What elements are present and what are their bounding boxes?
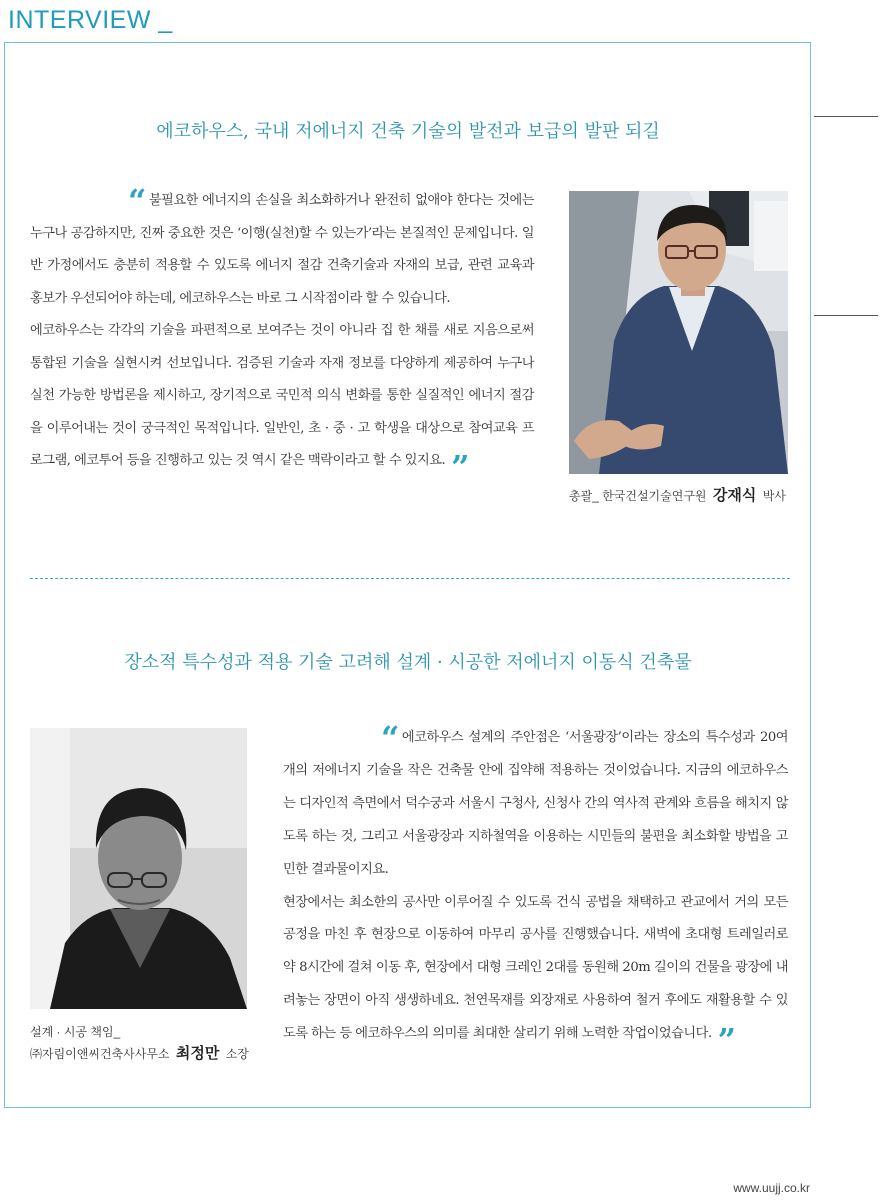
footer-url: www.uujj.co.kr (733, 1181, 810, 1195)
side-rule-top (814, 116, 878, 117)
interviewee2-caption (30, 1022, 249, 1065)
interviewee1-photo (569, 191, 788, 474)
section-divider (30, 578, 790, 579)
open-quote-icon: “ (381, 719, 399, 757)
interviewee2-org-line (30, 1043, 249, 1065)
section-label: INTERVIEW _ (8, 6, 173, 34)
interviewee2-name: 최정만 (175, 1045, 220, 1062)
interviewee2-title: 소장 (225, 1047, 249, 1061)
interview2-paragraph-1: “ 에코하우스 설계의 주안점은 ‘서울광장’이라는 장소의 특수성과 20여 개의 저에너지 기술을 작은 건축물 안에 집약해 적용하는 것이었습니다. 지금의 에코하우스는 디자인적 측면에서 덕수궁과 서울시 구청사, 신청사 간의 역사적 관계와 흐름을 해치지 않도록 하는 것, 그리고 서울광장과 지하철역을 이용하는 시민들의 불편을 최소화할 방법을 고민한 결과물이지요. (283, 719, 788, 877)
interview1-quote (30, 182, 534, 486)
interviewee2-role: 설계 · 시공 책임_ (30, 1025, 121, 1039)
interview2-quote (283, 719, 788, 1060)
interviewee1-caption (569, 484, 786, 505)
interviewee2-photo (30, 728, 247, 1009)
interviewee1-title: 박사 (762, 489, 786, 503)
interview1-headline: 에코하우스, 국내 저에너지 건축 기술의 발전과 보급의 발판 되길 (156, 121, 660, 142)
interviewee1-role: 총괄_ 한국건설기술연구원 (569, 489, 707, 503)
side-rule-bottom (814, 315, 878, 316)
interview2-paragraph-2: 현장에서는 최소한의 공사만 이루어질 수 있도록 건식 공법을 채택하고 관교에서 거의 모든 공정을 마친 후 현장으로 이동하여 마무리 공사를 진행했습니다. 새벽에 초대형 트레일러로 약 8시간에 걸쳐 이동 후, 현장에서 대형 크레인 2대를 동원해 20m 길이의 건물을 광장에 내려놓는 장면이 아직 생생하네요. 천연목재를 외장재로 사용하여 철거 후에도 재활용할 수 있도록 하는 등 에코하우스의 의미를 최대한 살리기 위해 노력한 작업이었습니다. ” (283, 894, 788, 1060)
close-quote-icon: ” (717, 1021, 736, 1060)
interviewee2-org: ㈜자림이앤씨건축사사무소 (30, 1047, 170, 1061)
open-quote-icon: “ (128, 182, 146, 220)
close-quote-icon: ” (451, 448, 470, 486)
interview1-paragraph-1: “ 불필요한 에너지의 손실을 최소화하거나 완전히 없애야 한다는 것에는 누구나 공감하지만, 진짜 중요한 것은 ‘이행(실천)할 수 있는가’라는 본질적인 문제입니다. 일반 가정에서도 충분히 적용할 수 있도록 에너지 절감 건축기술과 자재의 보급, 관련 교육과 홍보가 우선되어야 하는데, 에코하우스는 바로 그 시작점이라 할 수 있습니다. (30, 182, 534, 306)
interview1-paragraph-2: 에코하우스는 각각의 기술을 파편적으로 보여주는 것이 아니라 집 한 채를 새로 지음으로써 통합된 기술을 실현시켜 선보입니다. 검증된 기술과 자재 정보를 다양하게 제공하여 누구나 실천 가능한 방법론을 제시하고, 장기적으로 국민적 의식 변화를 통한 실질적인 에너지 절감을 이루어내는 것이 궁극적인 목적입니다. 일반인, 초 · 중 · 고 학생을 대상으로 참여교육 프로그램, 에코투어 등을 진행하고 있는 것 역시 같은 맥락이라고 할 수 있지요. ” (30, 323, 534, 486)
interview2-headline: 장소적 특수성과 적용 기술 고려해 설계 · 시공한 저에너지 이동식 건축물 (124, 652, 692, 673)
interviewee1-name: 강재식 (712, 487, 757, 504)
